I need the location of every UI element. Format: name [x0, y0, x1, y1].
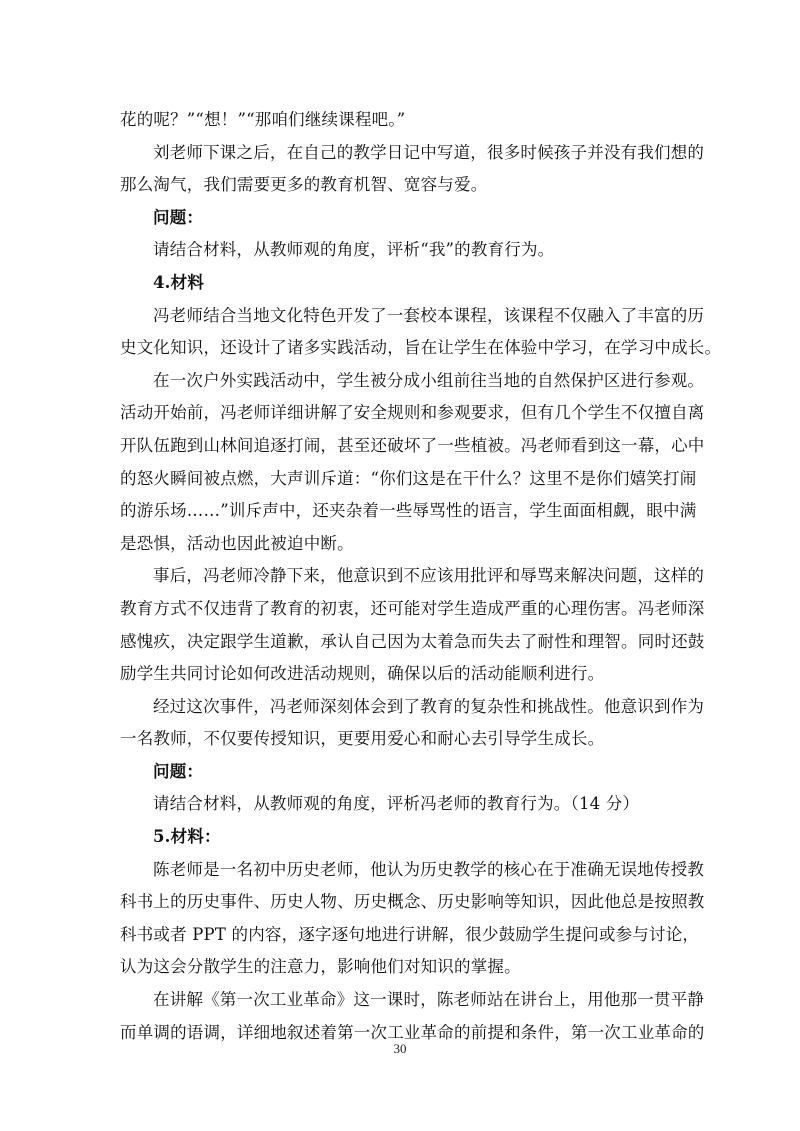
section-heading: 4.材料 [153, 272, 205, 292]
text-line: 史文化知识，还设计了诸多实践活动，旨在让学生在体验中学习，在学习中成长。 [120, 338, 722, 358]
document-body [120, 104, 722, 1049]
text-line: 冯老师结合当地文化特色开发了一套校本课程，该课程不仅融入了丰富的历 [153, 305, 705, 325]
text-line: 请结合材料，从教师观的角度，评析“我”的教育行为。 [153, 240, 555, 260]
text-line: 励学生共同讨论如何改进活动规则，确保以后的活动能顺利进行。 [120, 664, 605, 684]
text-line: 的游乐场……”训斥声中，还夹杂着一些辱骂性的语言，学生面面相觑，眼中满 [120, 501, 697, 521]
text-line: 花的呢？”“想！”“那咱们继续课程吧。” [120, 110, 406, 129]
section-heading: 5.材料： [153, 827, 221, 847]
text-line: 刘老师下课之后，在自己的教学日记中写道，很多时候孩子并没有我们想的 [153, 142, 705, 162]
text-line: 在一次户外实践活动中，学生被分成小组前往当地的自然保护区进行参观。 [153, 370, 705, 390]
text-line: 开队伍跑到山林间追逐打闹，甚至还破坏了一些植被。冯老师看到这一幕，心中 [120, 435, 705, 455]
section-heading: 问题： [153, 761, 204, 781]
text-line: 经过这次事件，冯老师深刻体会到了教育的复杂性和挑战性。他意识到作为 [153, 696, 705, 716]
text-line: 感愧疚，决定跟学生道歉，承认自己因为太着急而失去了耐性和理智。同时还鼓 [120, 631, 705, 651]
text-line: 活动开始前，冯老师详细讲解了安全规则和参观要求，但有几个学生不仅擅自离 [120, 403, 705, 423]
text-line: 在讲解《第一次工业革命》这一课时，陈老师站在讲台上，用他那一贯平静 [153, 990, 705, 1010]
text-line: 教育方式不仅违背了教育的初衷，还可能对学生造成严重的心理伤害。冯老师深 [120, 598, 705, 618]
text-line: 一名教师，不仅要传授知识，更要用爱心和耐心去引导学生成长。 [120, 729, 605, 749]
text-line: 的怒火瞬间被点燃，大声训斥道：“你们这是在干什么？这里不是你们嬉笑打闹 [120, 468, 697, 488]
text-line: 认为这会分散学生的注意力，影响他们对知识的掌握。 [120, 957, 521, 977]
page-number: 30 [393, 1041, 407, 1056]
text-line: 科书或者 PPT 的内容，逐字逐句地进行讲解，很少鼓励学生提问或参与讨论， [120, 924, 700, 944]
text-line: 那么淘气，我们需要更多的教育机智、宽容与爱。 [120, 175, 488, 195]
text-line: 陈老师是一名初中历史老师，他认为历史教学的核心在于准确无误地传授教 [153, 859, 705, 879]
text-line: 请结合材料，从教师观的角度，评析冯老师的教育行为。（14 分） [153, 794, 640, 814]
text-line: 是恐惧，活动也因此被迫中断。 [120, 533, 354, 553]
section-heading: 问题： [153, 207, 204, 227]
text-line: 科书上的历史事件、历史人物、历史概念、历史影响等知识，因此他总是按照教 [120, 892, 705, 912]
text-line: 而单调的语调，详细地叙述着第一次工业革命的前提和条件，第一次工业革命的 [120, 1022, 705, 1042]
text-line: 事后，冯老师冷静下来，他意识到不应该用批评和辱骂来解决问题，这样的 [153, 566, 705, 586]
